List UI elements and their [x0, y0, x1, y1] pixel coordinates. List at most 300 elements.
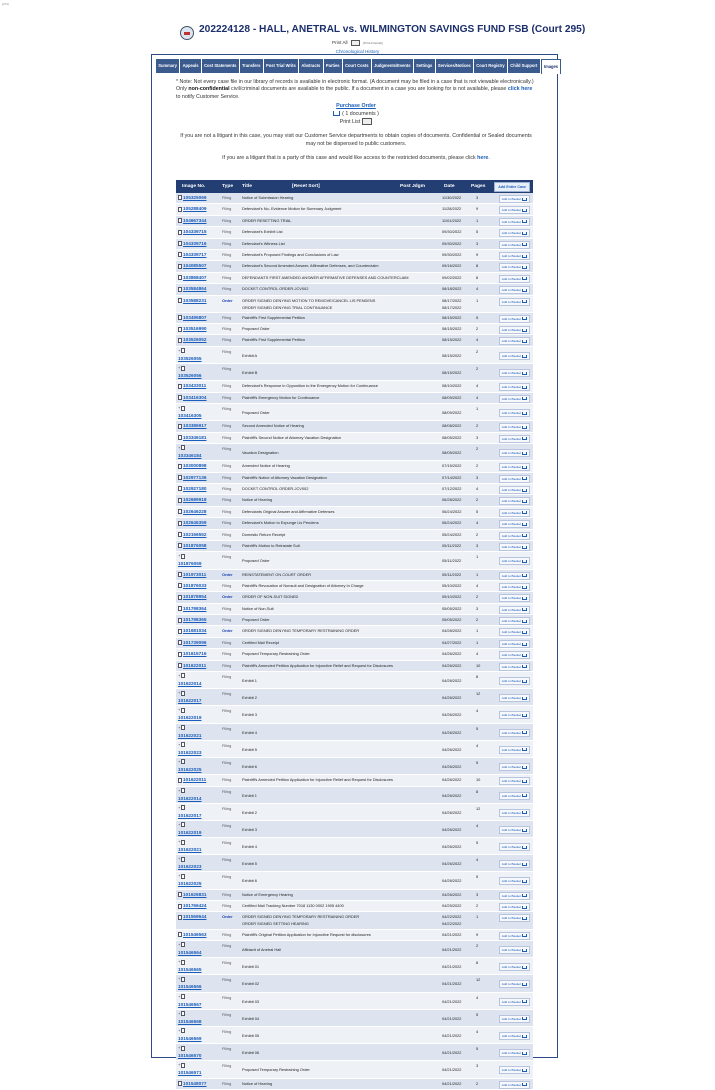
type-cell: Filing — [222, 822, 232, 828]
table-row — [176, 958, 533, 975]
add-to-basket-button[interactable] — [499, 711, 530, 719]
pages-cell: 3 — [476, 474, 479, 480]
table-row — [176, 1061, 533, 1078]
image-number-link[interactable]: 103346181 — [183, 434, 207, 440]
document-icon[interactable] — [181, 994, 185, 999]
add-to-basket-button[interactable] — [499, 594, 530, 602]
expand-icon[interactable]: + — [178, 348, 186, 353]
add-to-basket-button[interactable] — [499, 286, 530, 294]
document-icon[interactable] — [181, 742, 185, 747]
add-to-basket-button[interactable] — [499, 663, 530, 671]
image-number-link[interactable]: 101681034 — [183, 628, 207, 634]
title-cell: Notice of Hearing — [242, 497, 273, 503]
notify-customer-service-link[interactable]: click here — [507, 86, 533, 93]
document-icon[interactable] — [178, 1081, 182, 1086]
image-number-link[interactable]: 105325069 — [183, 195, 207, 200]
add-to-basket-button[interactable] — [499, 980, 530, 988]
image-number-link[interactable]: 103584864 — [183, 286, 207, 292]
expand-icon[interactable]: + — [178, 976, 186, 981]
table-row — [176, 444, 533, 461]
document-icon[interactable] — [178, 475, 182, 480]
add-to-basket-button[interactable] — [499, 1015, 530, 1023]
document-icon[interactable] — [178, 892, 182, 897]
document-icon[interactable] — [181, 788, 185, 793]
document-icon[interactable] — [178, 395, 182, 400]
add-to-basket-button[interactable] — [499, 532, 530, 540]
add-to-basket-button[interactable] — [499, 843, 530, 851]
date-cell: 07/12/2022 — [442, 485, 462, 491]
document-icon[interactable] — [181, 366, 185, 371]
document-icon[interactable] — [178, 207, 182, 212]
image-number-link[interactable]: 101798365 — [183, 617, 207, 623]
add-to-basket-button[interactable] — [499, 1032, 530, 1040]
add-to-basket-button[interactable] — [499, 763, 530, 771]
col-title[interactable]: Title — [242, 184, 252, 189]
document-icon[interactable] — [178, 521, 182, 526]
image-number-link[interactable]: 101546563 — [183, 931, 207, 937]
document-icon[interactable] — [181, 348, 185, 353]
expand-icon[interactable]: + — [178, 445, 186, 450]
image-number-link[interactable]: 101622021 — [178, 847, 202, 853]
expand-icon[interactable]: + — [178, 805, 186, 810]
image-number-link[interactable]: 101622023 — [178, 864, 202, 870]
add-to-basket-button[interactable] — [499, 195, 530, 203]
image-number-link[interactable]: 101876059 — [178, 561, 202, 567]
add-to-basket-button[interactable] — [499, 241, 530, 249]
table-row — [176, 930, 533, 941]
add-to-basket-button[interactable] — [499, 543, 530, 551]
image-number-link[interactable]: 105288409 — [183, 206, 207, 212]
type-cell: Filing — [222, 994, 232, 1000]
add-to-basket-button[interactable] — [499, 746, 530, 754]
document-icon[interactable] — [181, 977, 185, 982]
image-number-link[interactable]: 103495807 — [183, 314, 207, 320]
image-number-link[interactable]: 101546571 — [178, 1070, 202, 1076]
image-number-link[interactable]: 101622021 — [178, 732, 202, 738]
document-icon[interactable] — [181, 554, 185, 559]
chronological-history-link[interactable]: Chronological History — [335, 49, 380, 54]
document-icon[interactable] — [181, 1011, 185, 1016]
add-to-basket-button[interactable] — [499, 395, 530, 403]
type-cell: Filing — [222, 446, 232, 451]
image-number-link[interactable]: 101626831 — [183, 891, 207, 897]
type-cell: Filing — [222, 691, 232, 697]
add-to-basket-button[interactable] — [499, 914, 530, 922]
document-icon[interactable] — [181, 822, 185, 827]
add-to-basket-button[interactable] — [499, 606, 530, 614]
tab-court-registry[interactable]: Court Registry — [474, 59, 508, 73]
add-to-basket-button[interactable] — [499, 275, 530, 283]
tab-summary[interactable]: Summary — [156, 59, 180, 73]
add-to-basket-button[interactable] — [499, 423, 530, 431]
image-number-link[interactable]: 101622011 — [183, 777, 207, 783]
image-number-link[interactable]: 101622019 — [178, 715, 202, 721]
cart-icon — [522, 255, 527, 258]
add-to-basket-button[interactable] — [499, 877, 530, 885]
add-to-basket-button[interactable] — [499, 903, 530, 911]
document-icon[interactable] — [178, 663, 182, 668]
add-to-basket-button[interactable] — [499, 326, 530, 334]
add-to-basket-button[interactable] — [499, 826, 530, 834]
image-number-link[interactable]: 102646359 — [183, 520, 207, 526]
document-icon[interactable] — [178, 652, 182, 657]
image-number-link[interactable]: 103588231 — [183, 297, 207, 303]
image-number-link[interactable]: 102646228 — [183, 508, 207, 514]
document-icon[interactable] — [178, 606, 182, 611]
expand-icon[interactable]: + — [178, 707, 186, 712]
image-number-link[interactable]: 101546566 — [178, 984, 202, 990]
add-to-basket-button[interactable] — [499, 572, 530, 580]
image-number-link[interactable]: 103433011 — [183, 383, 207, 389]
col-post-jdgm[interactable]: Post Jdgm — [400, 184, 426, 189]
expand-icon[interactable]: + — [178, 690, 186, 695]
add-to-basket-button[interactable] — [499, 946, 530, 954]
document-icon[interactable] — [178, 298, 182, 303]
document-icon[interactable] — [178, 327, 182, 332]
expand-icon[interactable]: + — [178, 839, 186, 844]
image-number-link[interactable]: 103416305 — [178, 413, 202, 419]
page-title: 202224128 - HALL, ANETRAL vs. WILMINGTON SAVINGS FUND FSB (Court 295) — [199, 24, 586, 35]
document-icon[interactable] — [178, 275, 182, 280]
add-to-basket-button[interactable] — [499, 1049, 530, 1057]
add-to-basket-button[interactable] — [499, 1066, 530, 1074]
tab-settings[interactable]: Settings — [414, 59, 436, 73]
document-icon[interactable] — [178, 640, 182, 645]
image-number-link[interactable]: 101876033 — [183, 582, 207, 588]
image-number-link[interactable]: 101622023 — [178, 749, 202, 755]
add-to-basket-button[interactable] — [499, 229, 530, 237]
printer-icon[interactable] — [351, 40, 360, 46]
document-icon[interactable] — [181, 708, 185, 713]
document-icon[interactable] — [178, 315, 182, 320]
expand-icon[interactable]: + — [178, 1028, 186, 1033]
add-to-basket-button[interactable] — [499, 463, 530, 471]
expand-icon[interactable]: + — [178, 742, 186, 747]
document-icon[interactable] — [178, 384, 182, 389]
add-to-basket-button[interactable] — [499, 509, 530, 517]
image-number-link[interactable]: 101546569 — [178, 1035, 202, 1041]
tab-abstracts[interactable]: Abstracts — [299, 59, 323, 73]
add-to-basket-button[interactable] — [499, 860, 530, 868]
image-number-link[interactable]: 101548077 — [183, 1080, 207, 1086]
document-icon[interactable] — [178, 915, 182, 920]
print-list-line[interactable] — [176, 118, 536, 126]
document-icon[interactable] — [178, 572, 182, 577]
document-icon[interactable] — [181, 691, 185, 696]
image-number-link[interactable]: 104339717 — [183, 251, 207, 257]
image-number-link[interactable]: 101622017 — [178, 812, 202, 818]
col-date[interactable]: Date — [444, 184, 455, 189]
document-icon[interactable] — [181, 725, 185, 730]
date-cell: 09/30/2022 — [442, 251, 462, 257]
tab-post-trial-writs[interactable]: Post Trial Writs — [264, 59, 299, 73]
image-number-link[interactable]: 101622017 — [178, 698, 202, 704]
add-to-basket-button[interactable] — [499, 651, 530, 659]
image-number-link[interactable]: 103526052 — [183, 337, 207, 343]
image-number-link[interactable]: 103386917 — [183, 423, 207, 429]
add-to-basket-button[interactable] — [499, 557, 530, 565]
title-cell: ORDER SIGNED SETTING HEARING — [242, 921, 309, 927]
image-number-link[interactable]: 101546565 — [178, 967, 202, 973]
document-icon[interactable] — [181, 942, 185, 947]
table-row — [176, 381, 533, 392]
print-list-link[interactable]: Print List — [339, 118, 361, 125]
document-icon[interactable] — [178, 435, 182, 440]
add-to-basket-button[interactable] — [499, 449, 530, 457]
expand-icon[interactable]: + — [178, 673, 186, 678]
expand-icon[interactable]: + — [178, 725, 186, 730]
col-type[interactable]: Type — [222, 184, 234, 189]
document-icon[interactable] — [181, 840, 185, 845]
date-cell: 04/21/2022 — [442, 964, 462, 970]
add-to-basket-button[interactable] — [499, 298, 530, 306]
date-cell: 08/10/2022 — [442, 383, 462, 389]
add-to-basket-button[interactable] — [499, 628, 530, 636]
expand-icon[interactable]: + — [178, 365, 186, 370]
image-number-link[interactable]: 101622019 — [178, 829, 202, 835]
document-icon[interactable] — [178, 904, 182, 909]
add-to-basket-button[interactable] — [499, 435, 530, 443]
cart-icon — [522, 500, 527, 503]
add-to-basket-button[interactable] — [499, 475, 530, 483]
document-icon[interactable] — [178, 532, 182, 537]
table-row — [176, 821, 533, 838]
add-to-basket-button[interactable] — [499, 998, 530, 1006]
image-number-link[interactable]: 103526056 — [178, 373, 202, 379]
document-icon[interactable] — [178, 424, 182, 429]
print-all-link[interactable]: Print All — [332, 40, 348, 46]
add-to-basket-button[interactable] — [499, 892, 530, 900]
image-number-link[interactable]: 102977136 — [183, 474, 207, 480]
date-cell: 05/10/2022 — [442, 594, 462, 600]
add-to-basket-label: Add to Basket — [501, 965, 521, 970]
add-to-basket-button[interactable] — [499, 640, 530, 648]
document-icon[interactable] — [178, 932, 182, 937]
purchase-order-link[interactable]: Purchase Order — [336, 103, 376, 110]
document-icon[interactable] — [181, 805, 185, 810]
date-cell: 04/21/2022 — [442, 1067, 462, 1073]
document-icon[interactable] — [178, 543, 182, 548]
image-number-link[interactable]: 101622014 — [178, 681, 202, 687]
document-icon[interactable] — [178, 509, 182, 514]
document-icon[interactable] — [178, 230, 182, 235]
tab-cost-statements[interactable]: Cost Statements — [202, 59, 240, 73]
add-to-basket-button[interactable] — [499, 809, 530, 817]
tab-images[interactable]: Images — [541, 59, 562, 74]
expand-icon[interactable]: + — [178, 1045, 186, 1050]
expand-icon[interactable]: + — [178, 822, 186, 827]
document-icon[interactable] — [178, 464, 182, 469]
document-icon[interactable] — [178, 618, 182, 623]
restricted-access-link[interactable]: here — [477, 155, 489, 162]
image-number-link[interactable]: 103416304 — [183, 394, 207, 400]
tab-appeals[interactable]: Appeals — [180, 59, 202, 73]
image-number-link[interactable]: 101546567 — [178, 1001, 202, 1007]
tab-judgments-events[interactable]: Judgments/Events — [372, 59, 414, 73]
table-row — [176, 313, 533, 324]
image-number-link[interactable]: 101622011 — [183, 662, 207, 668]
document-icon[interactable] — [181, 1046, 185, 1051]
image-number-link[interactable]: 103526055 — [178, 355, 202, 361]
expand-icon[interactable]: + — [178, 942, 186, 947]
image-number-link[interactable]: 103000898 — [183, 463, 207, 469]
add-to-basket-button[interactable] — [499, 1081, 530, 1089]
document-icon[interactable] — [181, 874, 185, 879]
add-to-basket-button[interactable] — [499, 497, 530, 505]
document-icon[interactable] — [178, 338, 182, 343]
add-to-basket-button[interactable] — [499, 206, 530, 214]
image-number-link[interactable]: 104339716 — [183, 240, 207, 246]
document-icon[interactable] — [181, 406, 185, 411]
table-row — [176, 758, 533, 775]
image-number-link[interactable]: 102927180 — [183, 485, 207, 491]
document-icon[interactable] — [181, 857, 185, 862]
add-to-basket-button[interactable] — [499, 409, 530, 417]
add-to-basket-button[interactable] — [499, 932, 530, 940]
add-to-basket-label: Add to Basket — [501, 916, 521, 921]
document-icon[interactable] — [178, 778, 182, 783]
add-to-basket-button[interactable] — [499, 617, 530, 625]
document-icon[interactable] — [178, 264, 182, 269]
document-icon[interactable] — [178, 218, 182, 223]
add-to-basket-button[interactable] — [499, 369, 530, 377]
image-number-link[interactable]: 101798364 — [183, 605, 207, 611]
type-cell: Filing — [222, 314, 232, 320]
cart-icon — [522, 586, 527, 589]
type-cell: Filing — [222, 874, 232, 880]
add-to-basket-label: Add to Basket — [501, 893, 521, 898]
add-to-basket-button[interactable] — [499, 677, 530, 685]
expand-icon[interactable]: + — [178, 994, 186, 999]
printer-icon[interactable] — [362, 118, 372, 125]
image-number-link[interactable]: 101546568 — [178, 1018, 202, 1024]
add-to-basket-button[interactable] — [499, 694, 530, 702]
add-to-basket-button[interactable] — [499, 729, 530, 737]
document-icon[interactable] — [178, 252, 182, 257]
image-number-link[interactable]: 101876058 — [183, 542, 207, 548]
tab-services-notices[interactable]: Services/Notices — [436, 59, 474, 73]
document-icon[interactable] — [178, 595, 182, 600]
add-to-basket-button[interactable] — [499, 218, 530, 226]
add-to-basket-button[interactable] — [499, 486, 530, 494]
document-icon[interactable] — [178, 498, 182, 503]
reset-sort-link[interactable]: [Reset Sort] — [292, 184, 320, 189]
add-to-basket-button[interactable] — [499, 315, 530, 323]
image-number-link[interactable]: 101878954 — [183, 594, 207, 600]
image-number-link[interactable]: 101766424 — [183, 903, 207, 909]
add-to-basket-button[interactable] — [499, 777, 530, 785]
expand-icon[interactable]: + — [178, 1011, 186, 1016]
document-icon[interactable] — [178, 629, 182, 634]
document-icon[interactable] — [181, 445, 185, 450]
document-icon[interactable] — [178, 583, 182, 588]
image-number-link[interactable]: 101546564 — [178, 950, 202, 956]
add-to-basket-label: Add to Basket — [501, 339, 521, 344]
add-to-basket-button[interactable] — [499, 520, 530, 528]
pages-cell: 5 — [476, 725, 479, 731]
table-row — [176, 530, 533, 541]
add-to-basket-button[interactable] — [499, 352, 530, 360]
add-to-basket-button[interactable] — [499, 383, 530, 391]
add-to-basket-button[interactable] — [499, 263, 530, 271]
document-icon[interactable] — [178, 195, 182, 200]
image-number-link[interactable]: 101559644 — [183, 914, 207, 920]
document-icon[interactable] — [181, 960, 185, 965]
document-icon[interactable] — [178, 287, 182, 292]
date-cell: 06/24/2022 — [442, 520, 462, 526]
document-icon[interactable] — [181, 759, 185, 764]
title-cell: Defendants Original Answer and Affirmative Defenses — [242, 508, 335, 514]
image-number-link[interactable]: 102689918 — [183, 497, 207, 503]
document-icon[interactable] — [181, 1063, 185, 1068]
date-cell: 08/17/2022 — [442, 304, 462, 310]
add-to-basket-label: Add to Basket — [501, 451, 521, 455]
document-icon[interactable] — [178, 241, 182, 246]
image-number-link[interactable]: 104667344 — [183, 217, 207, 223]
expand-icon[interactable]: + — [178, 788, 186, 793]
table-row — [176, 626, 533, 637]
image-number-link[interactable]: 101739096 — [183, 639, 207, 645]
expand-icon[interactable]: + — [178, 856, 186, 861]
title-cell: Exhibit 4 — [242, 729, 257, 735]
image-number-link[interactable]: 101622014 — [178, 795, 202, 801]
table-row — [176, 649, 533, 660]
image-number-link[interactable]: 101546570 — [178, 1053, 202, 1059]
document-icon[interactable] — [181, 673, 185, 678]
image-number-link[interactable]: 103868407 — [183, 274, 207, 280]
date-cell: 09/02/2022 — [442, 274, 462, 280]
expand-icon[interactable]: + — [178, 873, 186, 878]
expand-icon[interactable]: + — [178, 405, 186, 410]
document-icon[interactable] — [181, 1028, 185, 1033]
pages-cell: 1 — [476, 217, 479, 223]
expand-icon[interactable]: + — [178, 759, 186, 764]
add-to-basket-button[interactable] — [499, 792, 530, 800]
tab-parties[interactable]: Parties — [324, 59, 343, 73]
add-entire-case-button[interactable]: Add Entire Case — [494, 182, 530, 192]
expand-icon[interactable]: + — [178, 553, 186, 558]
add-to-basket-button[interactable] — [499, 337, 530, 345]
add-to-basket-button[interactable] — [499, 963, 530, 971]
type-cell: Filing — [222, 605, 232, 611]
tab-court-costs[interactable]: Court Costs — [343, 59, 372, 73]
image-number-link[interactable]: 104339715 — [183, 229, 207, 235]
image-number-link[interactable]: 103516990 — [183, 326, 207, 332]
col-pages[interactable]: Pages — [471, 184, 486, 189]
expand-icon[interactable]: + — [178, 1062, 186, 1067]
type-cell: Filing — [222, 406, 232, 412]
pages-cell: 5 — [476, 508, 479, 514]
title-cell: Plaintiff's Amended Petition Application for Injunctive Relief and Request for Disclosures — [242, 662, 393, 668]
image-number-link[interactable]: 101622025 — [178, 766, 202, 772]
document-icon[interactable] — [178, 486, 182, 491]
date-cell: 04/28/2022 — [442, 628, 462, 634]
add-to-basket-label: Add to Basket — [501, 353, 521, 358]
image-number-link[interactable]: 101622025 — [178, 881, 202, 887]
tab-transfers[interactable]: Transfers — [240, 59, 264, 73]
image-number-link[interactable]: 103346184 — [178, 453, 202, 458]
title-cell: Plaintiff's First Supplemental Petition — [242, 337, 305, 343]
col-image-no[interactable]: Image No. — [182, 184, 206, 189]
add-to-basket-button[interactable] — [499, 252, 530, 260]
image-number-link[interactable]: 101973011 — [183, 571, 207, 577]
add-to-basket-button[interactable] — [499, 583, 530, 591]
image-number-link[interactable]: 101615716 — [183, 651, 207, 657]
tab-child-support[interactable]: Child Support — [508, 59, 541, 73]
image-number-link[interactable]: 104085507 — [183, 263, 207, 269]
expand-icon[interactable]: + — [178, 959, 186, 964]
image-number-link[interactable]: 102156552 — [183, 531, 207, 537]
